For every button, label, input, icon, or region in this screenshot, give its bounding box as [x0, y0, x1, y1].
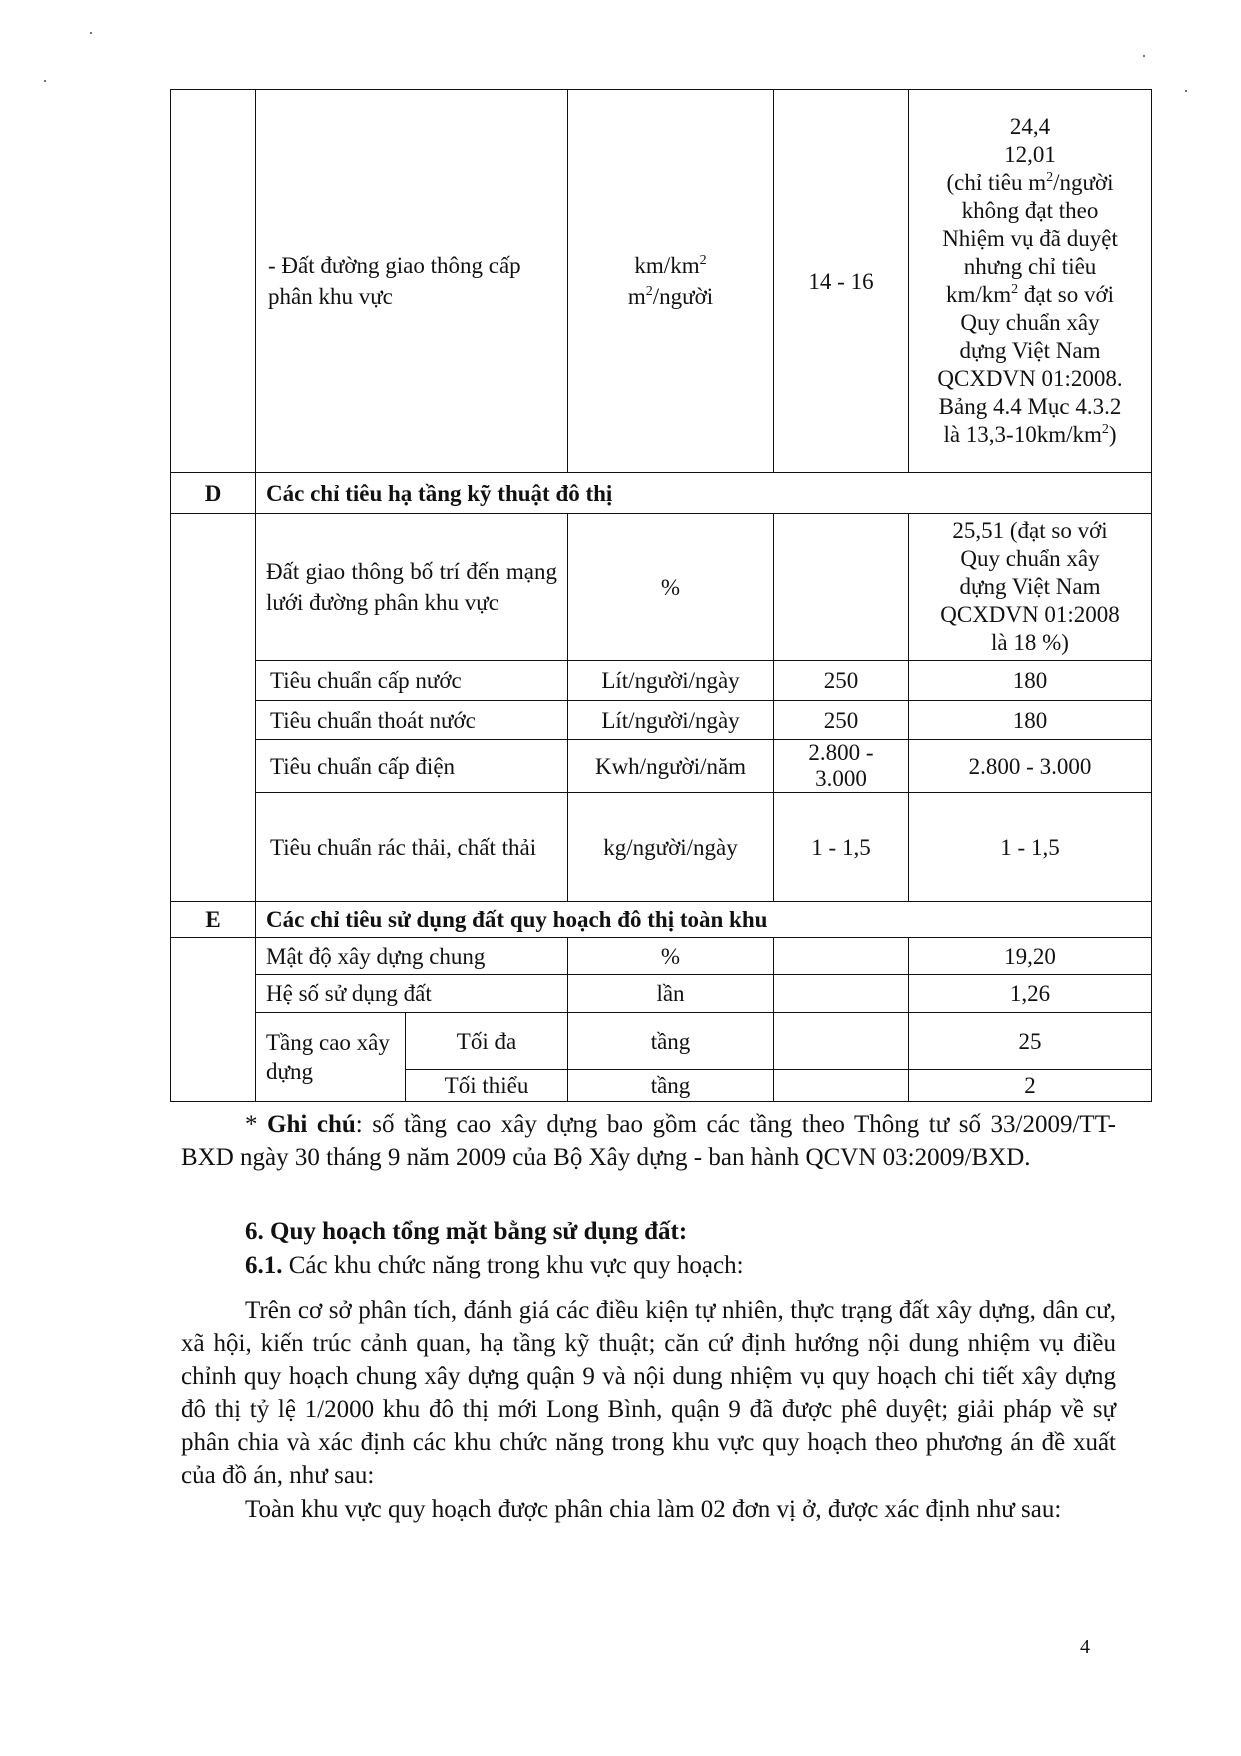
result-line: Nhiệm vụ đã duyệt [942, 226, 1118, 251]
unit-text: /người [652, 284, 714, 309]
result-cell: 180 [909, 701, 1152, 740]
unit-cell: % [568, 514, 774, 661]
result-cell: 1,26 [909, 975, 1152, 1013]
superscript: 2 [1101, 422, 1109, 437]
result-line: nhưng chỉ tiêu [963, 254, 1097, 279]
standard-cell: 14 - 16 [774, 90, 909, 473]
standard-cell [774, 514, 909, 661]
indicator-label: Tiêu chuẩn cấp điện [256, 740, 568, 793]
row-code-cell [171, 514, 256, 902]
sub-indicator-label: Tối đa [406, 1013, 568, 1070]
standard-line: 2.800 - [808, 740, 874, 765]
note-label: Ghi chú [267, 1111, 356, 1138]
scan-speck [44, 80, 46, 82]
body-paragraph: Trên cơ sở phân tích, đánh giá các điều kiện tự nhiên, thực trạng đất xây dựng, dân cư, xã hội, kiến trúc cảnh quan, hạ tầng kỹ thuật; căn cứ định hướng nội dung nhiệm vụ điều chỉnh quy hoạch chung xây dựng quận 9 và nội dung nhiệm vụ quy hoạch chi tiết xây dựng đô thị tỷ lệ 1/2000 khu đô thị mới Long Bình, quận 9 đã được phê duyệt; giải pháp về sự phân chia và xác định các khu chức năng trong khu vực quy hoạch theo phương án đề xuất của đồ án, như sau: [181, 1297, 1116, 1489]
table-row [171, 975, 1152, 1013]
body-paragraph: Toàn khu vực quy hoạch được phân chia làm 02 đơn vị ở, được xác định như sau: [245, 1496, 1062, 1523]
scan-speck [1143, 55, 1145, 57]
indicator-label: Hệ số sử dụng đất [256, 975, 568, 1013]
standard-cell: 1 - 1,5 [774, 793, 909, 902]
unit-cell: tầng [568, 1013, 774, 1070]
result-line: /người [1053, 170, 1114, 195]
unit-cell: kg/người/ngày [568, 793, 774, 902]
indicator-label: Tiêu chuẩn rác thải, chất thải [256, 793, 568, 902]
indicator-label: Tiêu chuẩn thoát nước [256, 701, 568, 740]
superscript: 2 [645, 284, 653, 299]
section-header-row [171, 902, 1152, 938]
standard-cell [774, 938, 909, 975]
result-line: ) [1108, 422, 1117, 447]
indicator-label: Mật độ xây dựng chung [256, 938, 568, 975]
result-line: QCXDVN 01:2008 [940, 602, 1120, 627]
table-row [171, 938, 1152, 975]
unit-text: m [627, 284, 646, 309]
standard-cell [774, 740, 909, 793]
indicator-label-text: - Đất đường giao thông cấp phân khu vực [268, 253, 521, 309]
table-row [171, 793, 1152, 902]
standard-cell [774, 1070, 909, 1102]
section-code: D [171, 473, 256, 514]
subsection-title: Các khu chức năng trong khu vực quy hoạch: [282, 1252, 744, 1279]
indicator-group-label: Tầng cao xây dựng [256, 1013, 406, 1102]
table-row [171, 740, 1152, 793]
unit-text: km/km [634, 253, 700, 278]
indicator-label: Đất giao thông bố trí đến mạng lưới đường phân khu vực [256, 514, 568, 661]
unit-cell: tầng [568, 1070, 774, 1102]
table-row [171, 514, 1152, 661]
result-line: (chỉ tiêu m [946, 170, 1047, 195]
sub-indicator-label: Tối thiểu [406, 1070, 568, 1102]
result-cell [909, 514, 1152, 661]
unit-cell: Lít/người/ngày [568, 701, 774, 740]
superscript: 2 [699, 253, 707, 268]
superscript: 2 [1046, 170, 1054, 185]
unit-cell: lần [568, 975, 774, 1013]
superscript: 2 [1011, 282, 1019, 297]
result-cell: 19,20 [909, 938, 1152, 975]
row-code-cell [171, 90, 256, 473]
scan-speck [90, 32, 92, 34]
unit-cell: Kwh/người/năm [568, 740, 774, 793]
page-number: 4 [1080, 1636, 1090, 1658]
result-cell: 2 [909, 1070, 1152, 1102]
standard-cell [774, 1013, 909, 1070]
result-line: dựng Việt Nam [959, 574, 1101, 599]
result-cell: 1 - 1,5 [909, 793, 1152, 902]
result-line: 24,4 [1009, 114, 1051, 139]
section-heading: 6. Quy hoạch tổng mặt bằng sử dụng đất: [245, 1218, 688, 1245]
row-code-cell [171, 938, 256, 1102]
table-row [171, 661, 1152, 701]
result-cell [909, 90, 1152, 473]
result-cell: 2.800 - 3.000 [909, 740, 1152, 793]
note-text: : số tầng cao xây dựng bao gồm các tầng theo Thông tư số 33/2009/TT-BXD ngày 30 tháng 9 năm 2009 của Bộ Xây dựng - ban hành QCVN 03:2009/BXD. [181, 1111, 1117, 1171]
indicator-label [256, 90, 568, 473]
result-line: Quy chuẩn xây [960, 310, 1100, 335]
result-line: Bảng 4.4 Mục 4.3.2 [938, 394, 1122, 419]
note-paragraph [181, 1108, 1116, 1174]
indicator-table [170, 89, 1152, 1102]
result-cell: 180 [909, 661, 1152, 701]
result-line: 12,01 [1004, 142, 1056, 167]
result-line: là 13,3-10km/km [943, 422, 1102, 447]
section-title: Các chỉ tiêu sử dụng đất quy hoạch đô thị toàn khu [256, 902, 1152, 938]
unit-cell [568, 90, 774, 473]
unit-cell: % [568, 938, 774, 975]
result-line: km/km [946, 282, 1012, 307]
result-line: không đạt theo [961, 198, 1099, 223]
section-header-row [171, 473, 1152, 514]
table-row [171, 1013, 1152, 1070]
standard-line: 3.000 [815, 766, 867, 791]
subsection-heading [181, 1249, 1116, 1282]
result-line: dựng Việt Nam [959, 338, 1101, 363]
standard-cell [774, 975, 909, 1013]
indicator-label: Tiêu chuẩn cấp nước [256, 661, 568, 701]
result-line: QCXDVN 01:2008. [937, 366, 1123, 391]
standard-cell: 250 [774, 701, 909, 740]
result-cell: 25 [909, 1013, 1152, 1070]
note-prefix: * [245, 1111, 268, 1138]
section-title: Các chỉ tiêu hạ tầng kỹ thuật đô thị [256, 473, 1152, 514]
standard-cell: 250 [774, 661, 909, 701]
result-line: đạt so với [1018, 282, 1115, 307]
unit-cell: Lít/người/ngày [568, 661, 774, 701]
subsection-number: 6.1. [245, 1252, 283, 1279]
table-row [171, 701, 1152, 740]
result-line: 25,51 (đạt so với [952, 518, 1108, 543]
result-line: là 18 %) [991, 630, 1069, 655]
scan-speck [1185, 90, 1187, 92]
section-code: E [171, 902, 256, 938]
result-line: Quy chuẩn xây [960, 546, 1100, 571]
table-row [171, 90, 1152, 473]
